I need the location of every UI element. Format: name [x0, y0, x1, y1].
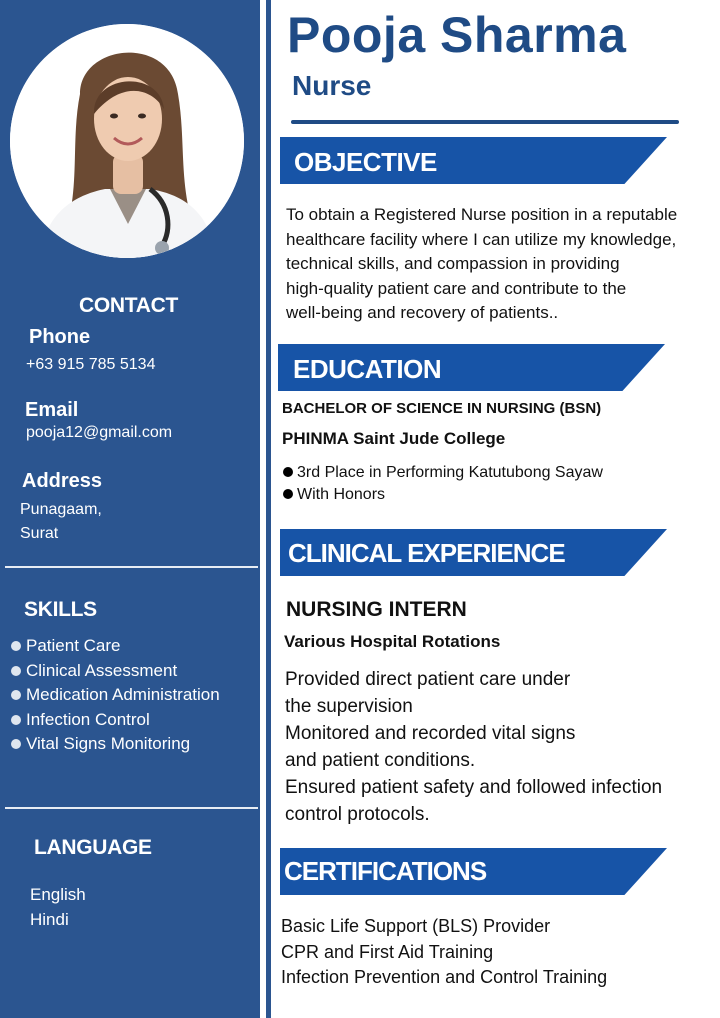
job-line: the supervision — [285, 696, 413, 717]
certifications-list — [281, 914, 607, 991]
job-subtitle: Various Hospital Rotations — [284, 632, 501, 651]
nurse-portrait-image — [10, 24, 244, 258]
sidebar-divider-dark — [266, 0, 271, 1018]
achievement-item: With Honors — [282, 484, 603, 506]
objective-line: To obtain a Registered Nurse position in a reputable — [286, 205, 678, 224]
sidebar-section-divider — [5, 566, 258, 568]
job-line: Monitored and recorded vital signs — [285, 723, 576, 744]
objective-line: well-being and recovery of patients.. — [286, 303, 559, 322]
skill-item: Infection Control — [10, 709, 220, 734]
language-item: English — [30, 885, 86, 904]
achievement-item: 3rd Place in Performing Katutubong Sayaw — [282, 462, 603, 484]
job-description — [285, 666, 715, 828]
job-line: Provided direct patient care under — [285, 669, 571, 690]
language-heading: LANGUAGE — [34, 836, 152, 859]
skill-item: Clinical Assessment — [10, 660, 220, 685]
bullet-icon — [11, 739, 21, 749]
candidate-name: Pooja Sharma — [287, 7, 627, 63]
objective-text — [286, 203, 718, 326]
job-title: NURSING INTERN — [286, 598, 467, 621]
address-label: Address — [22, 470, 103, 492]
certifications-heading: CERTIFICATIONS — [284, 856, 487, 886]
bullet-icon — [11, 715, 21, 725]
skill-item: Vital Signs Monitoring — [10, 733, 220, 758]
skills-heading: SKILLS — [24, 598, 97, 621]
education-achievements — [282, 462, 603, 506]
skill-item: Medication Administration — [10, 684, 220, 709]
sidebar-section-divider — [5, 807, 258, 809]
phone-value: +63 915 785 5134 — [26, 356, 156, 373]
job-line: and patient conditions. — [285, 750, 476, 771]
contact-heading: CONTACT — [79, 294, 178, 317]
email-value: pooja12@gmail.com — [26, 424, 173, 441]
bullet-icon — [11, 641, 21, 651]
job-line: control protocols. — [285, 804, 430, 825]
phone-label: Phone — [29, 326, 91, 348]
education-heading: EDUCATION — [293, 354, 442, 384]
bullet-icon — [283, 467, 293, 477]
skills-list — [10, 635, 220, 758]
education-degree: BACHELOR OF SCIENCE IN NURSING (BSN) — [282, 400, 602, 417]
objective-heading: OBJECTIVE — [294, 147, 437, 177]
skill-item: Patient Care — [10, 635, 220, 660]
header-rule — [291, 120, 679, 124]
objective-line: healthcare facility where I can utilize my knowledge, — [286, 229, 677, 249]
bullet-icon — [11, 690, 21, 700]
address-line-1: Punagaam, — [20, 501, 102, 518]
candidate-role: Nurse — [292, 70, 372, 101]
bullet-icon — [283, 489, 293, 499]
certification-item: Basic Life Support (BLS) Provider — [281, 916, 551, 936]
education-school: PHINMA Saint Jude College — [282, 429, 506, 448]
language-item: Hindi — [30, 910, 69, 929]
certification-item: CPR and First Aid Training — [281, 941, 494, 962]
profile-photo — [10, 24, 244, 258]
objective-line: technical skills, and compassion in providing — [286, 254, 620, 273]
job-line: Ensured patient safety and followed infection — [285, 777, 663, 798]
bullet-icon — [11, 666, 21, 676]
objective-line: high-quality patient care and contribute to the — [286, 278, 627, 298]
email-label: Email — [25, 399, 79, 421]
address-line-2: Surat — [20, 525, 59, 542]
certification-item: Infection Prevention and Control Training — [281, 967, 608, 987]
experience-heading: CLINICAL EXPERIENCE — [288, 538, 565, 568]
